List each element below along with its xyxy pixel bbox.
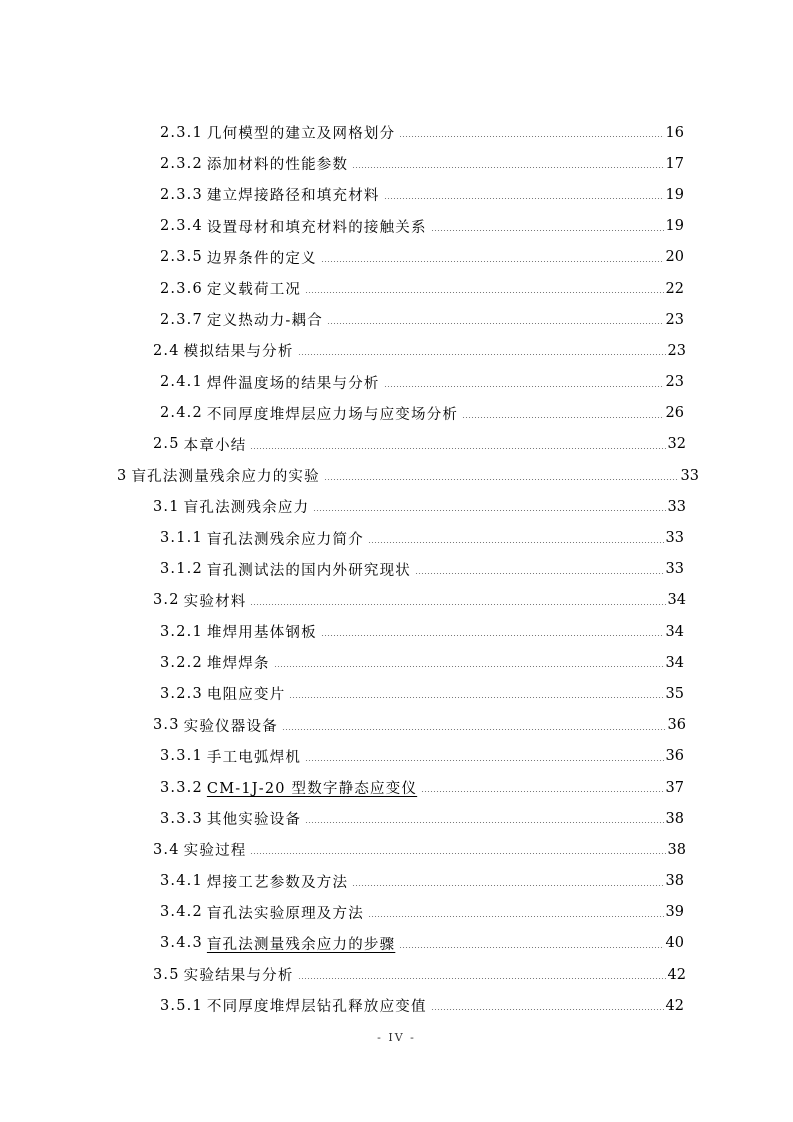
toc-entry-number: 2.4 <box>153 342 180 359</box>
toc-entry-page: 33 <box>665 530 684 547</box>
toc-entry-page: 32 <box>667 436 686 453</box>
dot-leader <box>352 885 663 886</box>
dot-leader <box>274 666 664 667</box>
toc-entry-title: 定义热动力-耦合 <box>206 313 323 330</box>
toc-entry-title: 添加材料的性能参数 <box>206 157 349 174</box>
toc-entry[interactable] <box>0 367 684 398</box>
toc-entry-title: 盲孔法测量残余应力的实验 <box>131 469 320 486</box>
toc-entry-page: 23 <box>667 342 686 359</box>
toc-entry-number: 2.5 <box>153 436 180 453</box>
toc-entry-number: 3 <box>117 467 128 484</box>
toc-entry[interactable] <box>0 928 684 959</box>
toc-entry[interactable] <box>0 772 684 803</box>
toc-entry-title: 边界条件的定义 <box>206 250 317 267</box>
toc-entry-number: 3.5.1 <box>160 997 203 1014</box>
toc-entry-page: 20 <box>665 249 684 266</box>
page-number: - IV - <box>377 1031 416 1044</box>
dot-leader <box>321 261 664 262</box>
toc-entry-title: 焊接工艺参数及方法 <box>206 874 349 891</box>
toc-entry-page: 42 <box>665 997 684 1014</box>
toc-entry-title: 本章小结 <box>183 437 247 454</box>
dot-leader <box>431 1009 664 1010</box>
toc-entry-number: 3.3.2 <box>160 779 203 796</box>
toc-entry-number: 3.2.3 <box>160 685 203 702</box>
toc-entry-number: 2.3.6 <box>160 280 203 297</box>
toc-entry-number: 3.4.3 <box>160 935 203 952</box>
toc-entry-title: 定义载荷工况 <box>206 282 302 299</box>
toc-entry[interactable] <box>0 803 684 834</box>
toc-entry-number: 3.1.1 <box>160 530 203 547</box>
toc-entry-page: 34 <box>665 623 684 640</box>
toc-entry[interactable] <box>0 491 686 522</box>
toc-entry-page: 36 <box>667 717 686 734</box>
toc-entry-number: 2.3.7 <box>160 311 203 328</box>
toc-entry-number: 3.2.2 <box>160 654 203 671</box>
dot-leader <box>305 822 663 823</box>
toc-entry-title: 盲孔法测残余应力简介 <box>206 531 364 548</box>
toc-entry-title: 手工电弧焊机 <box>206 749 302 766</box>
toc-entry[interactable] <box>0 741 684 772</box>
dot-leader <box>399 947 663 948</box>
toc-entry-page: 23 <box>665 311 684 328</box>
toc-entry-number: 3.4.1 <box>160 873 203 890</box>
toc-entry-title: 实验结果与分析 <box>183 968 294 985</box>
toc-entry[interactable] <box>0 866 684 897</box>
toc-entry-page: 38 <box>665 873 684 890</box>
toc-entry[interactable] <box>0 990 684 1021</box>
toc-entry-number: 3.3.3 <box>160 810 203 827</box>
dot-leader <box>421 791 663 792</box>
dot-leader <box>415 573 664 574</box>
table-of-contents <box>0 117 793 1021</box>
toc-entry-title: 电阻应变片 <box>206 687 286 704</box>
toc-entry[interactable] <box>0 522 684 553</box>
dot-leader <box>368 542 664 543</box>
toc-entry-page: 19 <box>665 218 684 235</box>
toc-entry-page: 34 <box>667 592 686 609</box>
toc-entry-page: 42 <box>667 966 686 983</box>
dot-leader <box>250 448 665 449</box>
toc-entry-title: 不同厚度堆焊层应力场与应变场分析 <box>206 406 459 423</box>
dot-leader <box>384 386 664 387</box>
dot-leader <box>298 354 666 355</box>
toc-entry[interactable] <box>0 304 684 335</box>
dot-leader <box>327 323 664 324</box>
toc-entry[interactable] <box>0 398 684 429</box>
dot-leader <box>399 136 663 137</box>
dot-leader <box>462 417 663 418</box>
toc-entry[interactable] <box>0 148 684 179</box>
toc-entry[interactable] <box>0 554 684 585</box>
toc-entry-page: 34 <box>665 654 684 671</box>
toc-entry[interactable] <box>0 211 684 242</box>
toc-entry-page: 37 <box>665 779 684 796</box>
dot-leader <box>321 635 664 636</box>
dot-leader <box>305 292 663 293</box>
toc-entry-page: 26 <box>665 405 684 422</box>
dot-leader <box>368 916 664 917</box>
toc-entry-number: 3.2 <box>153 592 180 609</box>
dot-leader <box>324 479 679 480</box>
toc-entry-title: 实验材料 <box>183 593 247 610</box>
toc-entry-title: 实验过程 <box>183 843 247 860</box>
toc-entry-number: 3.4 <box>153 841 180 858</box>
toc-entry[interactable] <box>0 117 684 148</box>
toc-entry-number: 2.3.1 <box>160 124 203 141</box>
toc-entry-title: 盲孔法测残余应力 <box>183 500 310 517</box>
toc-entry[interactable] <box>0 616 684 647</box>
toc-entry-title: 其他实验设备 <box>206 812 302 829</box>
toc-entry-title: 几何模型的建立及网格划分 <box>206 126 396 143</box>
toc-entry-page: 19 <box>665 186 684 203</box>
toc-entry-page: 22 <box>665 280 684 297</box>
dot-leader <box>305 760 663 761</box>
toc-entry-title: 盲孔测试法的国内外研究现状 <box>206 562 412 579</box>
toc-entry-title: 盲孔法实验原理及方法 <box>206 905 364 922</box>
toc-entry[interactable] <box>0 179 684 210</box>
dot-leader <box>431 230 664 231</box>
toc-entry-title: 设置母材和填充材料的接触关系 <box>206 219 427 236</box>
toc-entry[interactable] <box>0 710 686 741</box>
toc-entry-page: 39 <box>665 904 684 921</box>
toc-entry-number: 3.1.2 <box>160 561 203 578</box>
dot-leader <box>289 697 663 698</box>
toc-entry-page: 40 <box>665 935 684 952</box>
dot-leader <box>250 604 665 605</box>
toc-entry-number: 2.3.5 <box>160 249 203 266</box>
toc-entry[interactable] <box>0 897 684 928</box>
toc-entry-title: 建立焊接路径和填充材料 <box>206 188 380 205</box>
toc-entry-page: 38 <box>665 810 684 827</box>
toc-entry-number: 2.4.1 <box>160 374 203 391</box>
toc-entry-number: 3.5 <box>153 966 180 983</box>
toc-entry-title: 焊件温度场的结果与分析 <box>206 375 380 392</box>
toc-entry-title: 盲孔法测量残余应力的步骤 <box>206 936 396 953</box>
toc-entry-page: 38 <box>667 841 686 858</box>
dot-leader <box>313 510 665 511</box>
toc-entry-number: 2.3.4 <box>160 218 203 235</box>
toc-entry-number: 2.3.3 <box>160 186 203 203</box>
toc-entry-page: 33 <box>680 467 699 484</box>
toc-entry-title: 模拟结果与分析 <box>183 344 294 361</box>
dot-leader <box>298 978 666 979</box>
toc-entry-number: 3.2.1 <box>160 623 203 640</box>
toc-entry-page: 33 <box>667 498 686 515</box>
toc-entry-title: 堆焊焊条 <box>206 656 270 673</box>
toc-entry-title: 实验仪器设备 <box>183 718 278 735</box>
dot-leader <box>384 198 664 199</box>
dot-leader <box>352 167 663 168</box>
toc-entry-number: 3.3 <box>153 717 180 734</box>
toc-entry[interactable] <box>0 335 686 366</box>
toc-entry-page: 23 <box>665 374 684 391</box>
toc-entry-page: 16 <box>665 124 684 141</box>
toc-entry-number: 2.4.2 <box>160 405 203 422</box>
toc-entry-page: 36 <box>665 748 684 765</box>
toc-entry[interactable] <box>0 460 699 491</box>
toc-entry[interactable] <box>0 678 684 709</box>
toc-entry-title: CM-1J-20 型数字静态应变仪 <box>206 781 418 798</box>
toc-entry[interactable] <box>0 585 686 616</box>
toc-entry-page: 17 <box>665 155 684 172</box>
dot-leader <box>282 729 666 730</box>
toc-entry-number: 3.4.2 <box>160 904 203 921</box>
toc-entry[interactable] <box>0 959 686 990</box>
toc-entry-title: 堆焊用基体钢板 <box>206 625 317 642</box>
toc-entry[interactable] <box>0 647 684 678</box>
toc-entry-title: 不同厚度堆焊层钻孔释放应变值 <box>206 999 427 1016</box>
toc-entry[interactable] <box>0 429 686 460</box>
toc-entry-number: 3.3.1 <box>160 748 203 765</box>
toc-entry[interactable] <box>0 242 684 273</box>
dot-leader <box>250 853 665 854</box>
toc-entry-page: 35 <box>665 685 684 702</box>
toc-entry[interactable] <box>0 834 686 865</box>
toc-entry-number: 2.3.2 <box>160 155 203 172</box>
toc-entry-number: 3.1 <box>153 498 180 515</box>
toc-entry-page: 33 <box>665 561 684 578</box>
toc-entry[interactable] <box>0 273 684 304</box>
